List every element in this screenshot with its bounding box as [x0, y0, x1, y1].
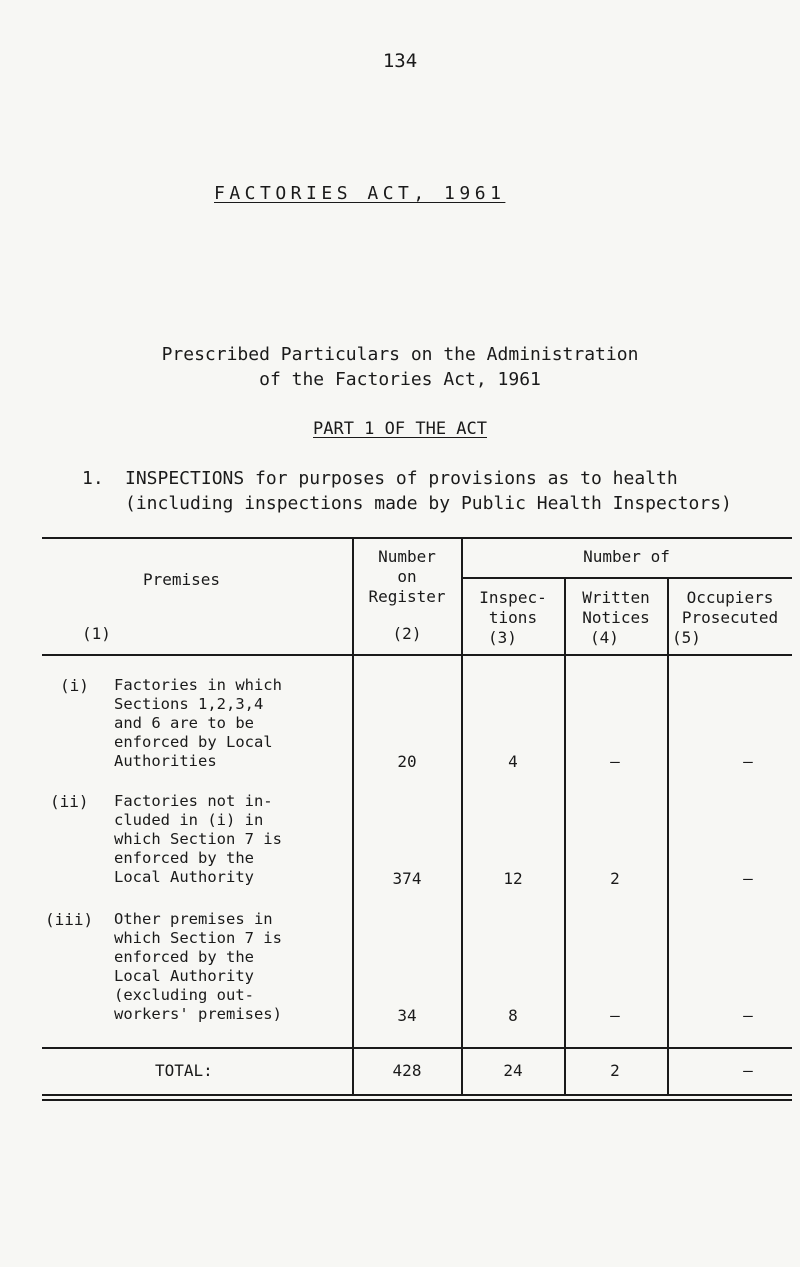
total-label: TOTAL: [155, 1061, 213, 1080]
row-1-label: Factories in which Sections 1,2,3,4 and 6 are to be enforced by Local Authorities [114, 676, 282, 770]
section-title-line2: (including inspections made by Public Health Inspectors) [125, 493, 732, 514]
header-prosecuted-num: (5) [672, 628, 701, 647]
total-notices: 2 [610, 1061, 620, 1080]
part-title: PART 1 OF THE ACT [313, 419, 487, 439]
row-1-register: 20 [397, 752, 417, 771]
header-inspections-num: (3) [488, 628, 517, 647]
row-3-prosecuted: – [743, 1006, 753, 1025]
row-1-number: (i) [60, 676, 89, 695]
row-2-register: 374 [392, 869, 422, 888]
page-number: 134 [382, 50, 418, 72]
row-2-number: (ii) [50, 792, 89, 811]
column-rule-4 [667, 577, 669, 1095]
row-1-inspections: 4 [508, 752, 518, 771]
header-bottom-rule [42, 654, 792, 656]
header-notices: Written Notices [582, 588, 650, 627]
header-inspections: Inspec- tions [479, 588, 547, 627]
section-title-line1: INSPECTIONS for purposes of provisions as to health [125, 468, 678, 489]
header-premises: Premises [143, 570, 221, 589]
header-register-num: (2) [392, 624, 422, 643]
header-prosecuted: Occupiers Prosecuted [681, 588, 779, 627]
header-register: Number on Register [368, 547, 446, 606]
row-1-prosecuted: – [743, 752, 753, 771]
act-title: FACTORIES ACT, 1961 [214, 183, 506, 204]
row-3-number: (iii) [45, 910, 94, 929]
total-top-rule [42, 1047, 792, 1049]
number-of-subheader-rule [461, 577, 792, 579]
total-inspections: 24 [503, 1061, 523, 1080]
row-2-label: Factories not in- cluded in (i) in which Section 7 is enforced by the Local Authority [114, 792, 282, 886]
column-rule-3 [564, 577, 566, 1095]
row-3-label: Other premises in which Section 7 is enforced by the Local Authority (excluding out- workers' premises) [114, 910, 282, 1023]
section-heading [82, 466, 732, 516]
table-bottom-rule-2 [42, 1099, 792, 1101]
column-rule-1 [352, 537, 354, 1095]
table-bottom-rule-1 [42, 1094, 792, 1096]
header-notices-num: (4) [590, 628, 619, 647]
total-prosecuted: – [743, 1061, 753, 1080]
header-number-of: Number of [583, 547, 670, 566]
row-1-notices: – [610, 752, 620, 771]
row-2-inspections: 12 [503, 869, 523, 888]
row-3-register: 34 [397, 1006, 417, 1025]
row-3-inspections: 8 [508, 1006, 518, 1025]
header-premises-num: (1) [82, 624, 111, 643]
table-top-rule [42, 537, 792, 539]
total-register: 428 [392, 1061, 422, 1080]
row-2-prosecuted: – [743, 869, 753, 888]
document-heading: Prescribed Particulars on the Administration of the Factories Act, 1961 [161, 344, 639, 390]
row-3-notices: – [610, 1006, 620, 1025]
section-number: 1. [82, 468, 104, 489]
row-2-notices: 2 [610, 869, 620, 888]
